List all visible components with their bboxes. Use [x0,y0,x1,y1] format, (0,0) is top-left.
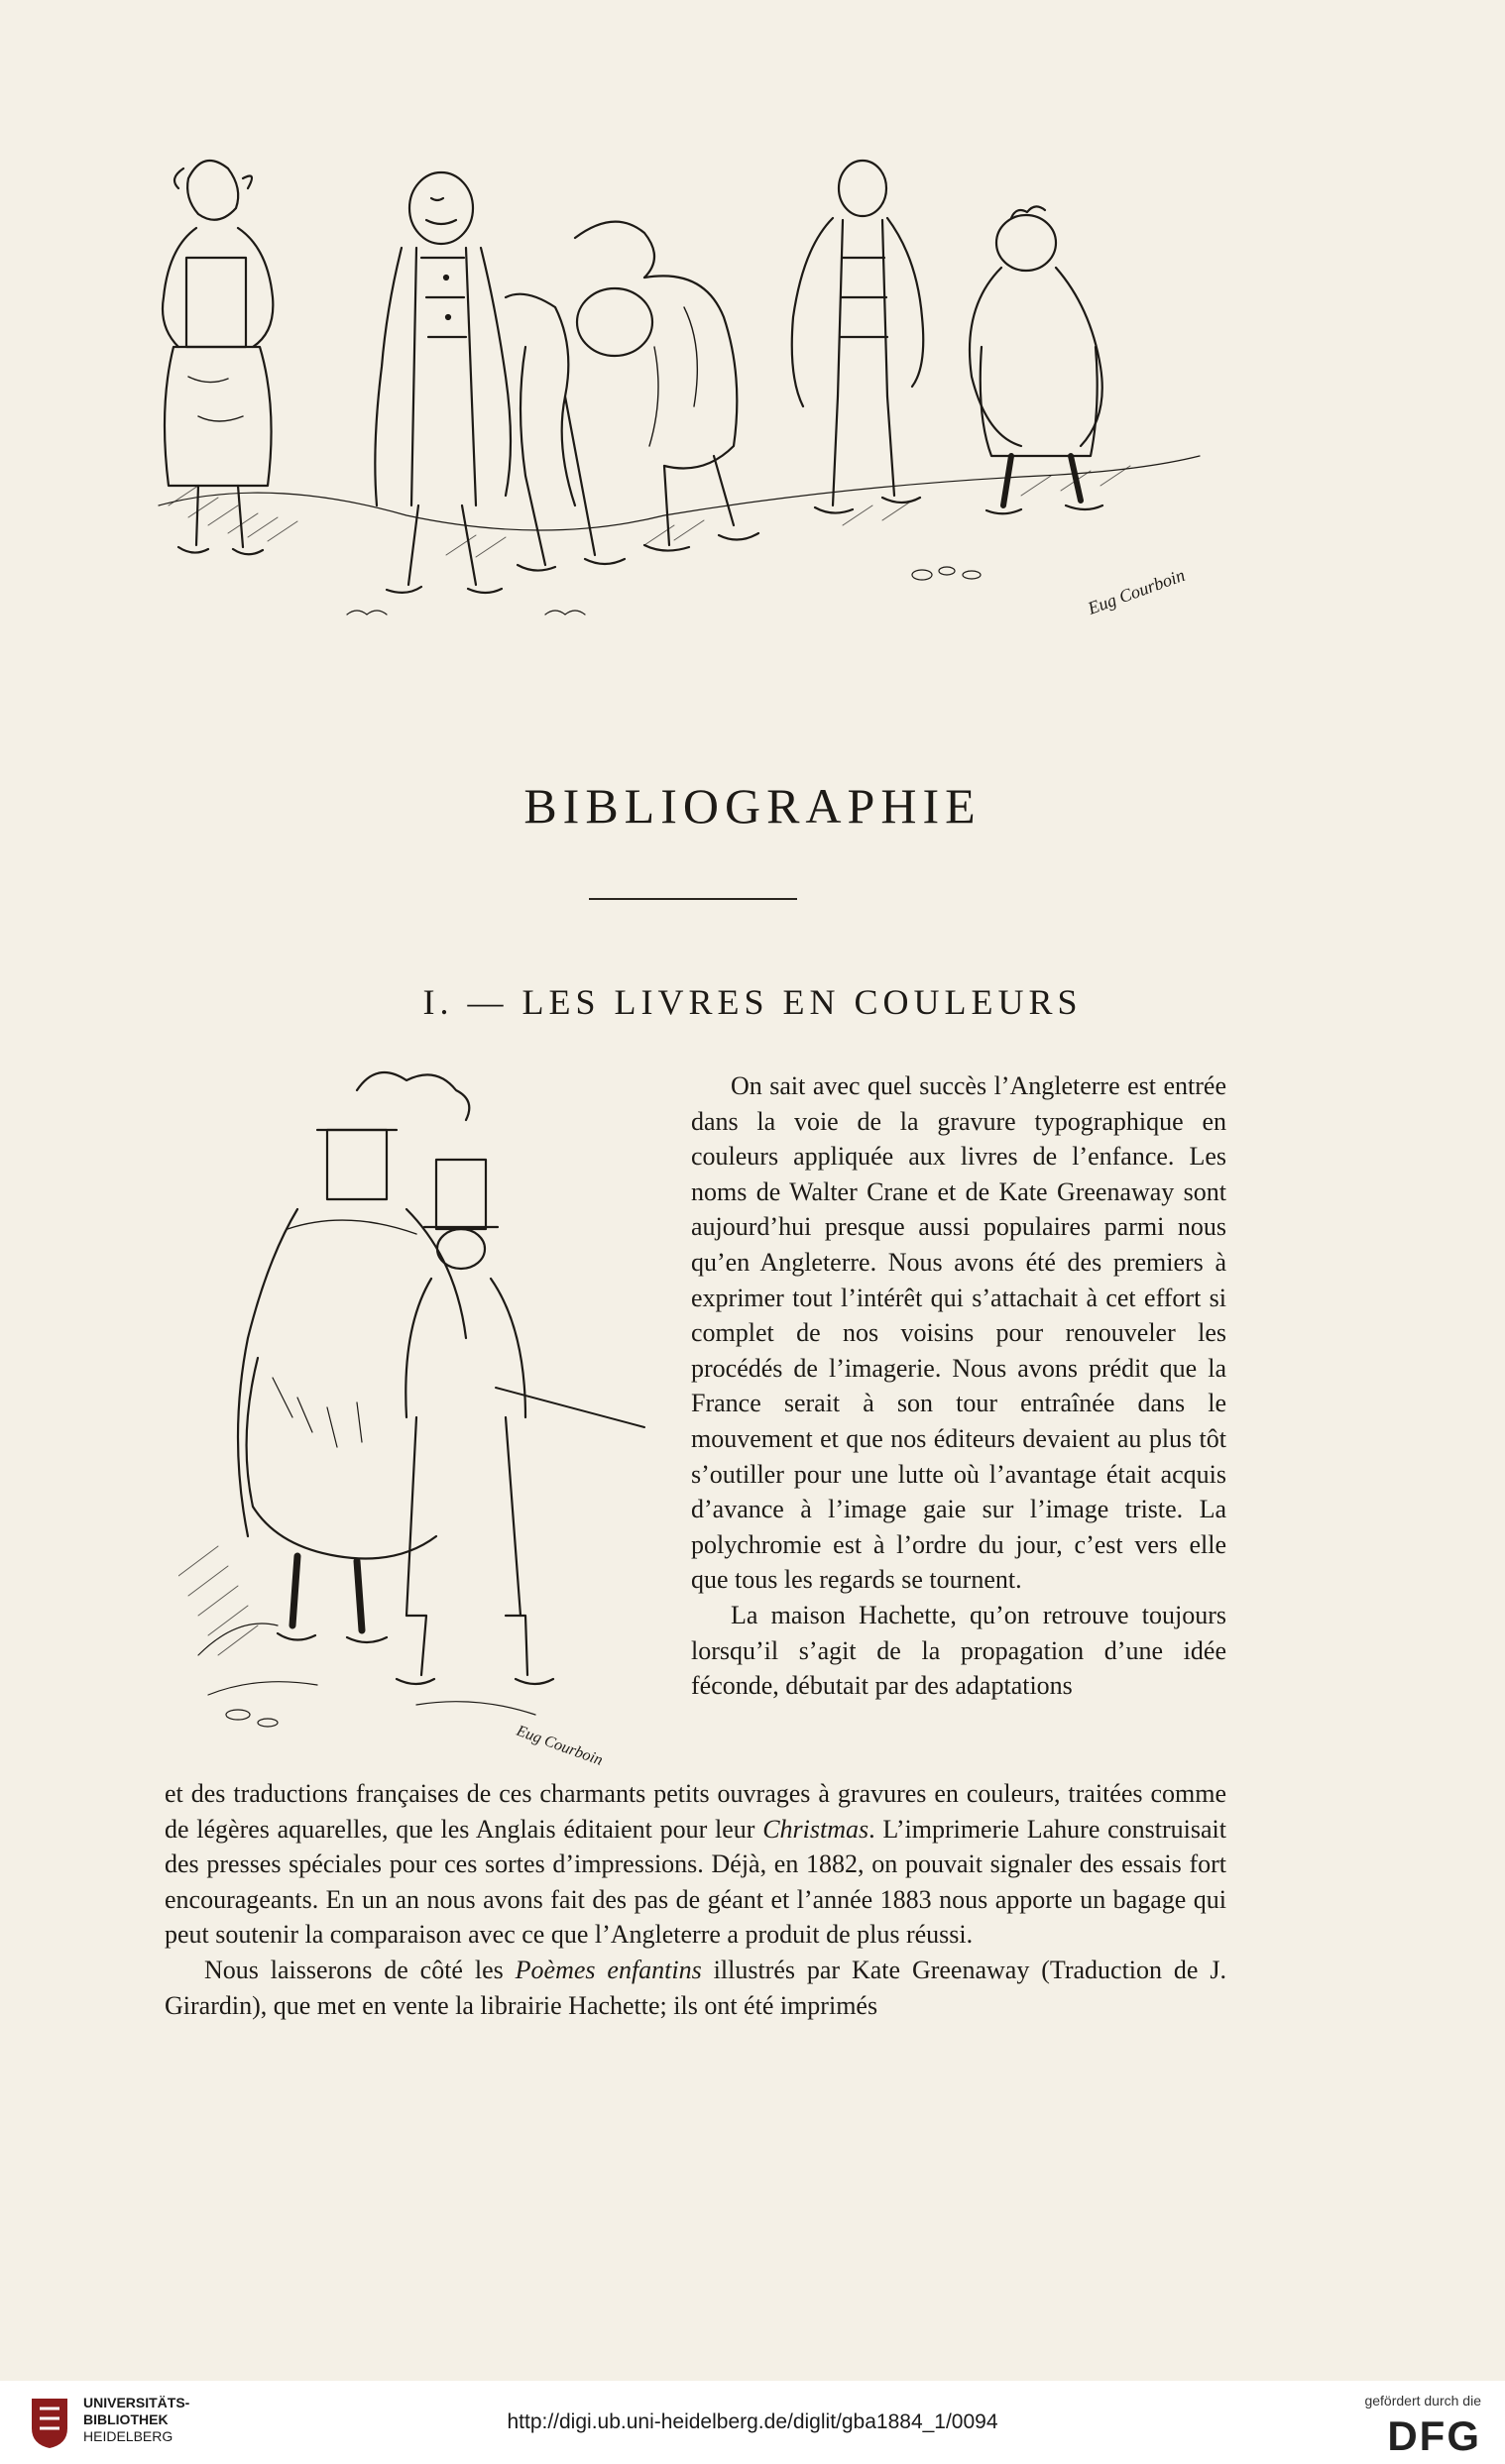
header-illustration [149,149,1219,664]
text-run: et des traductions françaises de ces charmants petits ouvrages à gravures en couleurs, traitées comme de légères aquarelles, que les Anglais éditaient pour leur [165,1779,1226,1844]
section-heading: I. — LES LIVRES EN COULEURS [422,982,1083,1022]
body-text [165,1776,1226,2023]
sponsor-caption: gefördert durch die [1364,2393,1481,2408]
library-name-line: BIBLIOTHEK [83,2411,169,2427]
body-paragraph-1 [165,1776,1226,1953]
column-text [691,1068,1226,1704]
italic-run: Christmas [762,1814,869,1844]
page-title: BIBLIOGRAPHIE [523,778,982,834]
text-run: Nous laisserons de côté les [204,1955,516,1984]
column-paragraph-2: La maison Hachette, qu’on retrouve toujours lorsqu’il s’agit de la propagation d’une idée féconde, débutait par des adaptations [691,1600,1226,1701]
permalink-url[interactable]: http://digi.ub.uni-heidelberg.de/diglit/gba1884_1/0094 [507,2410,998,2433]
italic-run: Poèmes enfantins [515,1955,702,1984]
library-name-line: HEIDELBERG [83,2428,174,2444]
title-rule [589,898,797,900]
text-run: . L’imprimerie Lahure construisait des presses spéciales pour ces sortes d’impressions. Déjà, en 1882, on pouvait signaler des essais fort encourageants. En un an nous avons fait des pas de géant et l’année 1883 nous apporte un bagage qui peut soutenir la comparaison avec ce que l’Angleterre a produit de plus réussi. [165,1814,1226,1950]
text-run: illustrés par Kate Greenaway (Traduction de J. Girardin), que met en vente la librairie Hachette; ils ont été imprimés [165,1955,1226,2020]
inline-illustration-signature: Eug Courboin [514,1722,606,1769]
inline-illustration [178,1061,674,1774]
library-name-line: UNIVERSITÄTS- [83,2395,190,2410]
body-paragraph-2 [165,1953,1226,2023]
dfg-logo: DFG [1387,2412,1481,2459]
column-paragraph-1: On sait avec quel succès l’Angleterre est entrée dans la voie de la gravure typographique en couleurs appliquée aux livres de l’enfance. Les noms de Walter Crane et de Kate Greenaway sont aujourd’hui presque aussi populaires parmi nous qu’en Angleterre. Nous avons été des premiers à exprimer tout l’intérêt qui s’attachait à cet effort si complet de nos voisins pour renouveler les procédés de l’imagerie. Nous avons prédit que la France serait à son tour entraînée dans le mouvement et que nos éditeurs devaient au plus tôt s’outiller pour une lutte où l’avantage était acquis d’avance à l’image gaie sur l’image triste. La polychromie est à l’ordre du jour, c’est vers elle que tous les regards se tournent. [691,1071,1226,1595]
header-illustration-signature: Eug Courboin [1085,564,1188,618]
